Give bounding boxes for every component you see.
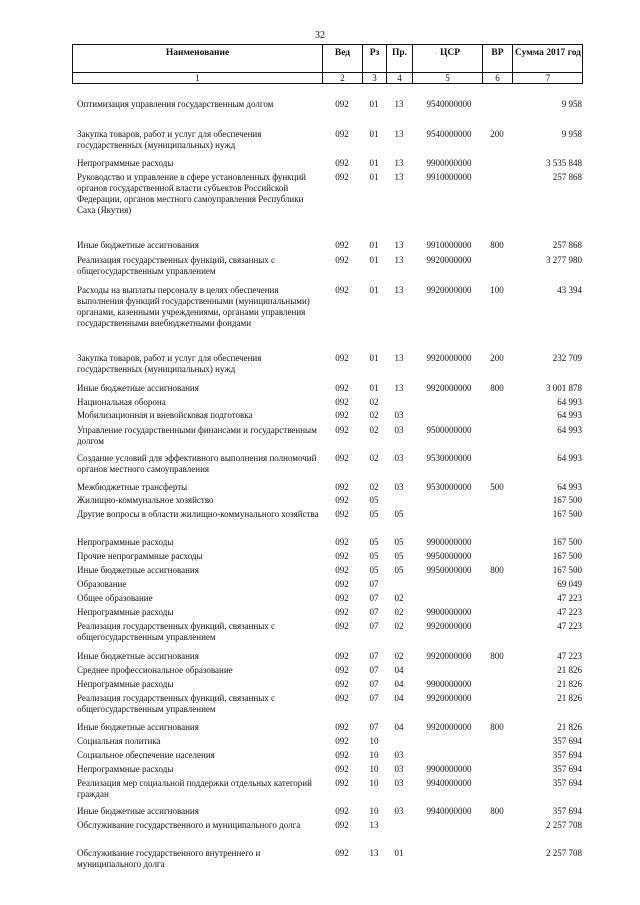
cell-pr: 05 [394,551,404,561]
cell-pr: 05 [394,537,404,547]
cell-ved: 092 [335,453,349,463]
cell-cstr: 9920000000 [426,621,472,631]
cell-rz: 02 [369,453,379,463]
cell-ved: 092 [335,764,349,774]
cell-ved: 092 [335,158,349,168]
cell-rz: 07 [369,593,379,603]
cell-sum: 64 993 [557,410,582,420]
cell-sum: 64 993 [557,482,582,492]
col-number-7: 7 [513,72,583,84]
cell-pr: 02 [394,607,404,617]
col-number-6: 6 [483,72,513,84]
cell-ved: 092 [335,621,349,631]
cell-cstr: 9920000000 [426,353,472,363]
cell-rz: 07 [369,607,379,617]
cell-sum: 167 500 [552,537,582,547]
cell-name: Иные бюджетные ассигнования [77,722,199,732]
cell-rz: 07 [369,679,379,689]
cell-name: Межбюджетные трансферты [77,482,188,492]
col-number-4: 4 [387,72,413,84]
cell-ved: 092 [335,353,349,363]
header-vr: ВР [483,45,513,72]
cell-pr: 04 [394,665,404,675]
cell-rz: 10 [369,736,379,746]
cell-sum: 21 826 [557,679,582,689]
cell-name: Непрограммные расходы [77,764,174,774]
cell-pr: 03 [394,806,404,816]
cell-rz: 01 [369,129,379,139]
cell-sum: 167 500 [552,551,582,561]
cell-ved: 092 [335,778,349,788]
cell-sum: 47 223 [557,621,582,631]
cell-sum: 3 001 878 [546,383,582,393]
cell-ved: 092 [335,255,349,265]
cell-pr: 04 [394,722,404,732]
cell-pr: 03 [394,453,404,463]
cell-sum: 3 277 980 [546,255,582,265]
cell-cstr: 9920000000 [426,255,472,265]
cell-vr: 800 [490,722,504,732]
cell-cstr: 9910000000 [426,240,472,250]
cell-sum: 2 257 708 [546,820,582,830]
cell-ved: 092 [335,593,349,603]
cell-ved: 092 [335,820,349,830]
cell-rz: 02 [369,397,379,407]
cell-ved: 092 [335,482,349,492]
table-header [72,44,583,84]
cell-sum: 47 223 [557,607,582,617]
cell-sum: 357 694 [552,736,582,746]
cell-cstr: 9920000000 [426,285,472,295]
cell-name: Непрограммные расходы [77,537,174,547]
cell-name: Реализация государственных функций, связанных с общегосударственным управлением [77,255,276,276]
cell-cstr: 9920000000 [426,693,472,703]
cell-ved: 092 [335,651,349,661]
cell-name: Обслуживание государственного и муниципального долга [77,820,301,830]
cell-cstr: 9500000000 [426,425,472,435]
cell-name: Непрограммные расходы [77,607,174,617]
cell-name: Жилищно-коммунальное хозяйство [77,495,214,505]
cell-sum: 357 694 [552,778,582,788]
cell-ved: 092 [335,129,349,139]
cell-cstr: 9530000000 [426,482,472,492]
cell-cstr: 9540000000 [426,129,472,139]
cell-ved: 092 [335,848,349,858]
header-name: Наименование [73,45,323,72]
cell-pr: 03 [394,425,404,435]
cell-name: Оптимизация управления государственным долгом [77,99,274,109]
cell-rz: 07 [369,693,379,703]
cell-sum: 167 500 [552,509,582,519]
cell-ved: 092 [335,579,349,589]
cell-sum: 47 223 [557,593,582,603]
cell-pr: 03 [394,778,404,788]
cell-vr: 800 [490,240,504,250]
cell-rz: 01 [369,172,379,182]
cell-vr: 800 [490,651,504,661]
cell-rz: 10 [369,764,379,774]
cell-name: Прочие непрограммные расходы [77,551,203,561]
cell-ved: 092 [335,551,349,561]
cell-name: Другие вопросы в области жилищно-коммунального хозяйства [77,509,319,519]
cell-pr: 13 [394,172,404,182]
cell-ved: 092 [335,665,349,675]
cell-sum: 43 394 [557,285,582,295]
cell-sum: 357 694 [552,806,582,816]
cell-pr: 13 [394,383,404,393]
cell-cstr: 9950000000 [426,551,472,561]
cell-rz: 01 [369,353,379,363]
cell-rz: 01 [369,240,379,250]
cell-name: Управление государственными финансами и государственным долгом [77,425,317,446]
cell-rz: 01 [369,285,379,295]
cell-ved: 092 [335,99,349,109]
cell-rz: 01 [369,99,379,109]
cell-cstr: 9530000000 [426,453,472,463]
cell-name: Расходы на выплаты персоналу в целях обеспечения выполнения функций государственными (муниципальными) органами, казенными учреждениями, органами управления государственными внебюджетными фондами [77,285,310,328]
col-number-3: 3 [363,72,387,84]
col-number-1: 1 [73,72,323,84]
cell-vr: 800 [490,806,504,816]
cell-pr: 02 [394,651,404,661]
cell-sum: 9 958 [561,99,582,109]
header-ved: Вед [323,45,363,72]
cell-sum: 69 049 [557,579,582,589]
cell-pr: 03 [394,410,404,420]
cell-rz: 07 [369,722,379,732]
cell-name: Социальное обеспечение населения [77,750,215,760]
cell-vr: 100 [490,285,504,295]
cell-sum: 21 826 [557,693,582,703]
cell-cstr: 9900000000 [426,679,472,689]
cell-name: Обслуживание государственного внутреннего и муниципального долга [77,848,261,869]
cell-sum: 257 868 [552,240,582,250]
cell-ved: 092 [335,693,349,703]
cell-ved: 092 [335,565,349,575]
cell-pr: 04 [394,693,404,703]
cell-vr: 800 [490,383,504,393]
cell-sum: 357 694 [552,764,582,774]
header-cstr-prefix: · [434,51,437,57]
cell-sum: 167 500 [552,495,582,505]
cell-name: Национальная оборона [77,397,166,407]
cell-name: Закупка товаров, работ и услуг для обеспечения государственных (муниципальных) нужд [77,129,262,150]
cell-ved: 092 [335,736,349,746]
cell-cstr: 9900000000 [426,158,472,168]
cell-name: Иные бюджетные ассигнования [77,806,199,816]
cell-pr: 05 [394,509,404,519]
cell-sum: 357 694 [552,750,582,760]
cell-rz: 02 [369,425,379,435]
cell-pr: 02 [394,593,404,603]
cell-ved: 092 [335,285,349,295]
cell-rz: 05 [369,495,379,505]
cell-ved: 092 [335,537,349,547]
cell-rz: 07 [369,579,379,589]
cell-rz: 05 [369,565,379,575]
header-rz: Рз [363,45,387,72]
cell-cstr: 9540000000 [426,99,472,109]
cell-pr: 05 [394,565,404,575]
cell-cstr: 9900000000 [426,537,472,547]
col-number-5: 5 [413,72,483,84]
cell-ved: 092 [335,607,349,617]
cell-rz: 13 [369,848,379,858]
cell-rz: 10 [369,806,379,816]
cell-cstr: 9920000000 [426,651,472,661]
cell-ved: 092 [335,410,349,420]
cell-sum: 64 993 [557,397,582,407]
cell-name: Непрограммные расходы [77,679,174,689]
cell-sum: 21 826 [557,665,582,675]
cell-rz: 01 [369,383,379,393]
cell-pr: 01 [394,848,404,858]
cell-ved: 092 [335,425,349,435]
cell-pr: 13 [394,129,404,139]
cell-rz: 05 [369,551,379,561]
cell-name: Среднее профессиональное образование [77,665,233,675]
header-sum: Сумма 2017 год [515,48,581,58]
cell-pr: 13 [394,255,404,265]
cell-vr: 800 [490,565,504,575]
cell-name: Непрограммные расходы [77,158,174,168]
cell-rz: 07 [369,651,379,661]
cell-cstr: 9920000000 [426,722,472,732]
cell-name: Реализация мер социальной поддержки отдельных категорий граждан [77,778,312,799]
cell-pr: 13 [394,285,404,295]
cell-vr: 200 [490,353,504,363]
cell-ved: 092 [335,679,349,689]
cell-pr: 13 [394,158,404,168]
cell-cstr: 9920000000 [426,383,472,393]
cell-rz: 13 [369,820,379,830]
cell-vr: 500 [490,482,504,492]
cell-pr: 03 [394,750,404,760]
cell-name: Руководство и управление в сфере установленных функций органов государственной власти субъектов Российской Федерации, органов местного самоуправления Республики Саха (Якутия) [77,172,306,215]
cell-sum: 257 868 [552,172,582,182]
cell-cstr: 9900000000 [426,764,472,774]
cell-pr: 13 [394,99,404,109]
header-cstr [413,45,483,72]
cell-rz: 02 [369,482,379,492]
cell-name: Иные бюджетные ассигнования [77,565,199,575]
cell-ved: 092 [335,722,349,732]
cell-name: Реализация государственных функций, связанных с общегосударственным управлением [77,693,276,714]
cell-rz: 07 [369,665,379,675]
cell-rz: 05 [369,537,379,547]
header-cstr-label: ЦСР [439,48,461,58]
cell-rz: 01 [369,255,379,265]
cell-name: Социальная политика [77,736,161,746]
cell-rz: 05 [369,509,379,519]
cell-sum: 232 709 [552,353,582,363]
cell-ved: 092 [335,383,349,393]
cell-name: Реализация государственных функций, связанных с общегосударственным управлением [77,621,276,642]
cell-cstr: 9910000000 [426,172,472,182]
cell-ved: 092 [335,509,349,519]
cell-name: Создание условий для эффективного выполнения полномочий органов местного самоуправления [77,453,317,474]
cell-cstr: 9940000000 [426,778,472,788]
cell-sum: 21 826 [557,722,582,732]
cell-ved: 092 [335,495,349,505]
cell-name: Общее образование [77,593,153,603]
cell-pr: 02 [394,621,404,631]
cell-rz: 02 [369,410,379,420]
cell-name: Иные бюджетные ассигнования [77,651,199,661]
cell-ved: 092 [335,750,349,760]
cell-cstr: 9900000000 [426,607,472,617]
cell-pr: 13 [394,353,404,363]
cell-name: Образование [77,579,127,589]
cell-name: Иные бюджетные ассигнования [77,240,199,250]
cell-sum: 64 993 [557,453,582,463]
cell-pr: 03 [394,764,404,774]
cell-sum: 9 958 [561,129,582,139]
cell-name: Иные бюджетные ассигнования [77,383,199,393]
cell-rz: 10 [369,778,379,788]
cell-sum: 47 223 [557,651,582,661]
page-number: 32 [315,30,325,41]
cell-rz: 10 [369,750,379,760]
cell-sum: 2 257 708 [546,848,582,858]
cell-rz: 01 [369,158,379,168]
cell-sum: 64 993 [557,425,582,435]
cell-pr: 04 [394,679,404,689]
header-pr: Пр. [387,45,413,72]
cell-pr: 13 [394,240,404,250]
cell-ved: 092 [335,172,349,182]
cell-cstr: 9950000000 [426,565,472,575]
cell-name: Закупка товаров, работ и услуг для обеспечения государственных (муниципальных) нужд [77,353,262,374]
cell-ved: 092 [335,397,349,407]
cell-ved: 092 [335,806,349,816]
cell-sum: 167 500 [552,565,582,575]
cell-rz: 07 [369,621,379,631]
col-number-2: 2 [323,72,363,84]
cell-vr: 200 [490,129,504,139]
cell-ved: 092 [335,240,349,250]
cell-pr: 03 [394,482,404,492]
cell-sum: 3 535 848 [546,158,582,168]
cell-name: Мобилизационная и вневойсковая подготовка [77,410,253,420]
cell-cstr: 9940000000 [426,806,472,816]
